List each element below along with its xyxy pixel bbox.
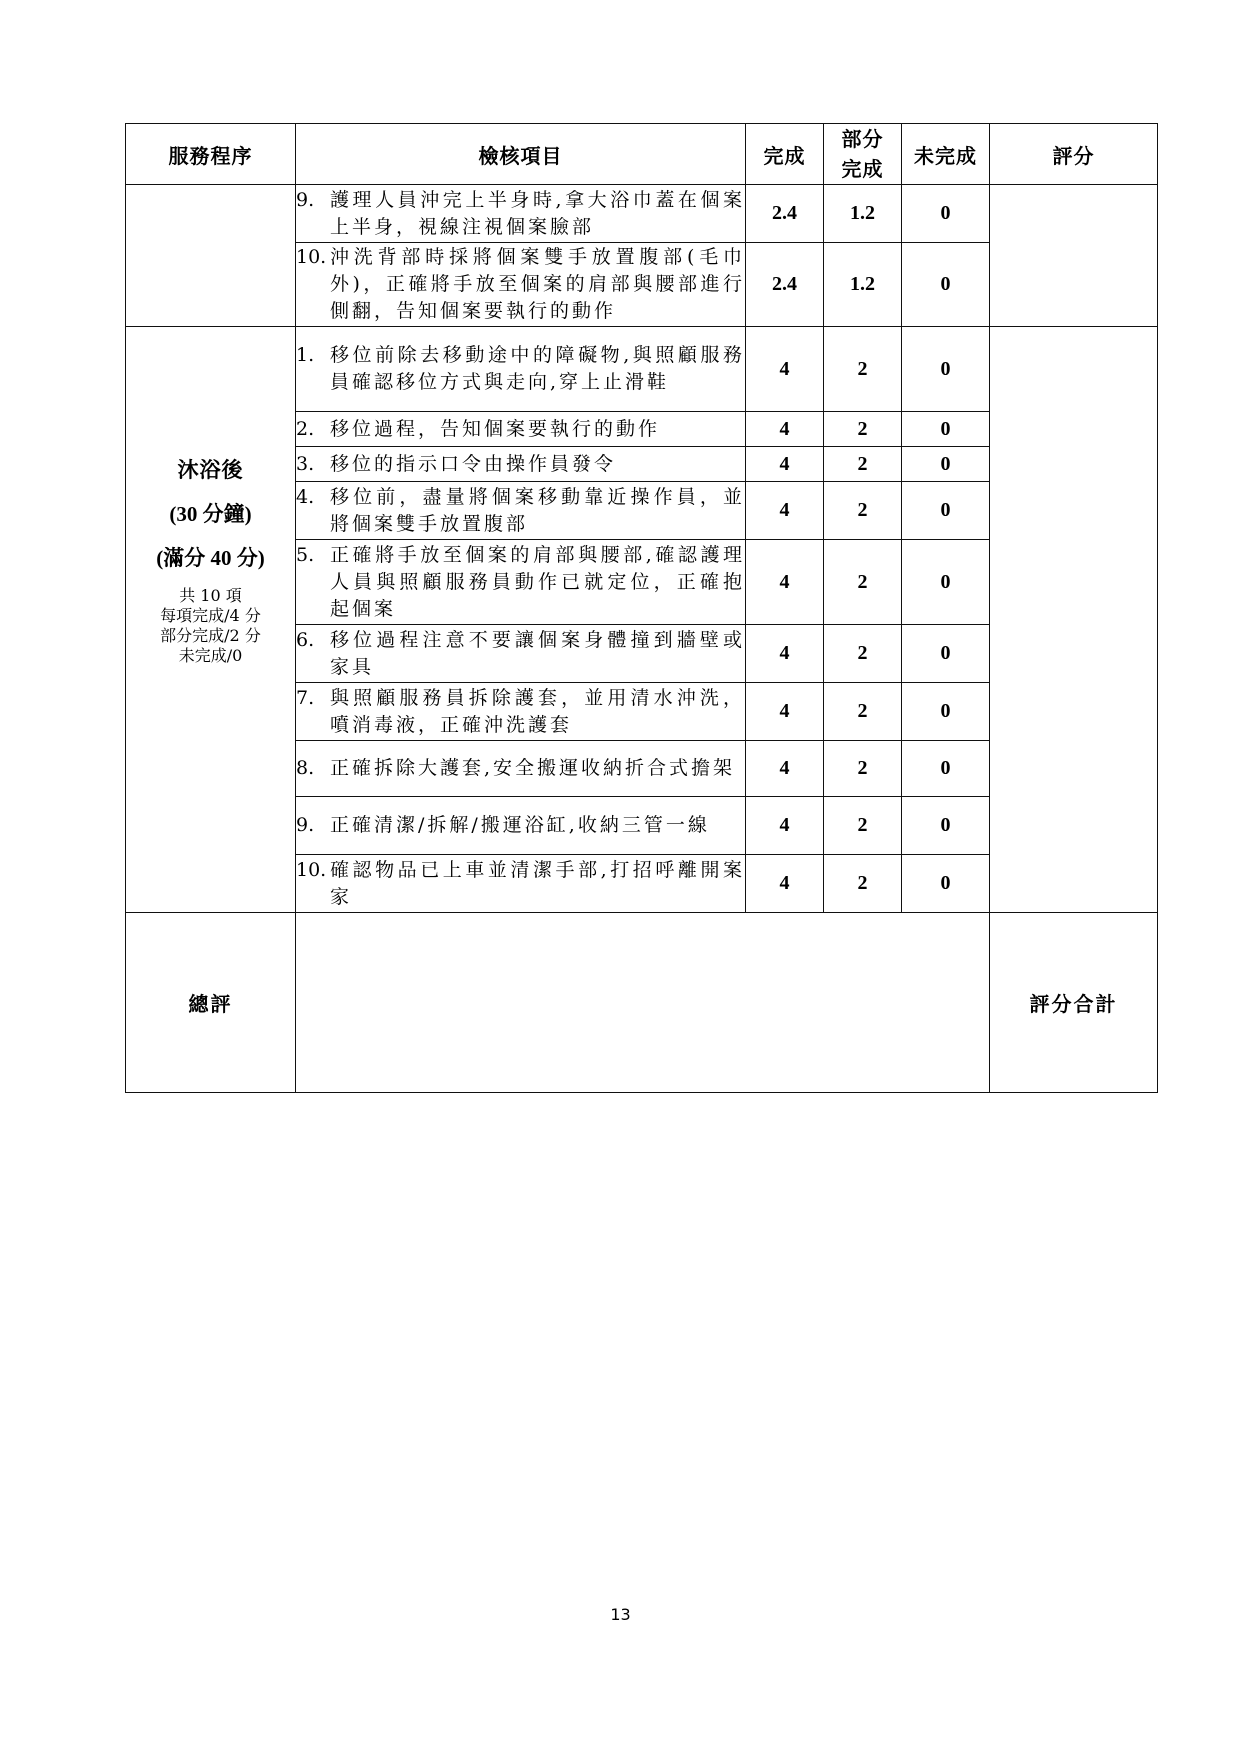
- summary-row: [126, 913, 1158, 1093]
- points-done: 4: [746, 625, 824, 683]
- points-not-done: 0: [902, 412, 990, 447]
- table-row: [126, 327, 1158, 412]
- points-partial: 1.2: [824, 243, 902, 327]
- points-not-done: 0: [902, 185, 990, 243]
- stage-cell-continued: [126, 185, 296, 327]
- item-number: 1.: [296, 344, 315, 366]
- points-partial: 2: [824, 683, 902, 741]
- points-not-done: 0: [902, 447, 990, 482]
- item-text: 與照顧服務員拆除護套，並用清水沖洗，噴消毒液，正確沖洗護套: [330, 686, 745, 736]
- item-number: 4.: [296, 485, 315, 508]
- header-done: 完成: [746, 124, 824, 185]
- checklist-item: [296, 855, 746, 913]
- item-number: 3.: [296, 452, 315, 475]
- stage-note-partial: 部分完成/2 分: [160, 625, 261, 645]
- points-partial: 2: [824, 482, 902, 540]
- points-not-done: 0: [902, 243, 990, 327]
- points-done: 4: [746, 797, 824, 855]
- item-text: 護理人員沖完上半身時,拿大浴巾蓋在個案上半身，視線注視個案臉部: [330, 188, 745, 238]
- item-number: 10.: [296, 246, 327, 268]
- checklist-item: [296, 540, 746, 625]
- header-not-done: 未完成: [902, 124, 990, 185]
- points-not-done: 0: [902, 482, 990, 540]
- checklist-item: [296, 797, 746, 855]
- item-number: 7.: [296, 686, 315, 709]
- header-stage: 服務程序: [126, 124, 296, 185]
- checklist-item: [296, 683, 746, 741]
- score-cell[interactable]: [990, 185, 1158, 327]
- checklist-item: [296, 327, 746, 412]
- points-not-done: 0: [902, 683, 990, 741]
- points-done: 2.4: [746, 243, 824, 327]
- points-done: 4: [746, 741, 824, 797]
- stage-note-full: 每項完成/4 分: [160, 605, 261, 625]
- points-not-done: 0: [902, 625, 990, 683]
- total-score-cell[interactable]: [990, 913, 1158, 1093]
- checklist-item: [296, 482, 746, 540]
- header-score: 評分: [990, 124, 1158, 185]
- points-partial: 2: [824, 412, 902, 447]
- table-row: [126, 185, 1158, 243]
- points-partial: 2: [824, 540, 902, 625]
- item-number: 8.: [296, 757, 315, 779]
- points-partial: 2: [824, 797, 902, 855]
- item-text: 沖洗背部時採將個案雙手放置腹部(毛巾外)，正確將手放至個案的肩部與腰部進行側翻，告知個案要執行的動作: [330, 246, 745, 322]
- item-text: 正確拆除大護套,安全搬運收納折合式擔架: [330, 757, 736, 779]
- item-number: 2.: [296, 417, 315, 440]
- summary-label: 總評: [126, 913, 296, 1093]
- stage-note-none: 未完成/0: [178, 645, 243, 665]
- points-partial: 2: [824, 327, 902, 412]
- score-cell[interactable]: [990, 327, 1158, 913]
- stage-cell-after-bath: [126, 327, 296, 913]
- item-number: 5.: [296, 543, 315, 566]
- points-not-done: 0: [902, 797, 990, 855]
- points-not-done: 0: [902, 540, 990, 625]
- item-text: 正確清潔/拆解/搬運浴缸,收納三管一線: [330, 814, 710, 836]
- stage-duration: (30 分鐘): [169, 501, 252, 526]
- points-not-done: 0: [902, 855, 990, 913]
- item-text: 正確將手放至個案的肩部與腰部,確認護理人員與照顧服務員動作已就定位，正確抱起個案: [330, 543, 745, 620]
- points-done: 4: [746, 327, 824, 412]
- points-done: 2.4: [746, 185, 824, 243]
- points-partial: 2: [824, 741, 902, 797]
- points-partial: 1.2: [824, 185, 902, 243]
- header-partial-line2: 完成: [841, 157, 884, 181]
- stage-title: 沐浴後: [177, 456, 244, 482]
- item-number: 9.: [296, 188, 315, 211]
- summary-comment-field[interactable]: [296, 913, 990, 1093]
- item-text: 移位的指示口令由操作員發令: [330, 452, 617, 475]
- evaluation-checklist-table: [125, 123, 1158, 1093]
- points-done: 4: [746, 683, 824, 741]
- checklist-item: [296, 447, 746, 482]
- points-not-done: 0: [902, 327, 990, 412]
- header-partial: [824, 124, 902, 185]
- points-partial: 2: [824, 447, 902, 482]
- header-item: 檢核項目: [296, 124, 746, 185]
- checklist-item: [296, 185, 746, 243]
- points-not-done: 0: [902, 741, 990, 797]
- points-done: 4: [746, 540, 824, 625]
- checklist-item: [296, 741, 746, 797]
- checklist-item: [296, 412, 746, 447]
- points-partial: 2: [824, 855, 902, 913]
- item-text: 移位過程，告知個案要執行的動作: [330, 417, 661, 440]
- item-text: 移位前除去移動途中的障礙物,與照顧服務員確認移位方式與走向,穿上止滑鞋: [330, 344, 745, 393]
- header-row: [126, 124, 1158, 185]
- stage-note-count: 共 10 項: [179, 585, 242, 605]
- item-number: 9.: [296, 814, 315, 836]
- points-done: 4: [746, 855, 824, 913]
- points-done: 4: [746, 447, 824, 482]
- item-text: 移位過程注意不要讓個案身體撞到牆壁或家具: [330, 628, 745, 678]
- item-text: 確認物品已上車並清潔手部,打招呼離開案家: [330, 858, 745, 908]
- item-number: 10.: [296, 858, 327, 881]
- points-done: 4: [746, 412, 824, 447]
- points-partial: 2: [824, 625, 902, 683]
- checklist-item: [296, 243, 746, 327]
- total-score-label: 評分合計: [1029, 992, 1118, 1016]
- stage-full-score: (滿分 40 分): [156, 545, 265, 570]
- item-number: 6.: [296, 628, 315, 651]
- checklist-item: [296, 625, 746, 683]
- points-done: 4: [746, 482, 824, 540]
- header-partial-line1: 部分: [841, 127, 884, 151]
- page-number: 13: [610, 1605, 631, 1624]
- item-text: 移位前，盡量將個案移動靠近操作員，並將個案雙手放置腹部: [330, 485, 745, 535]
